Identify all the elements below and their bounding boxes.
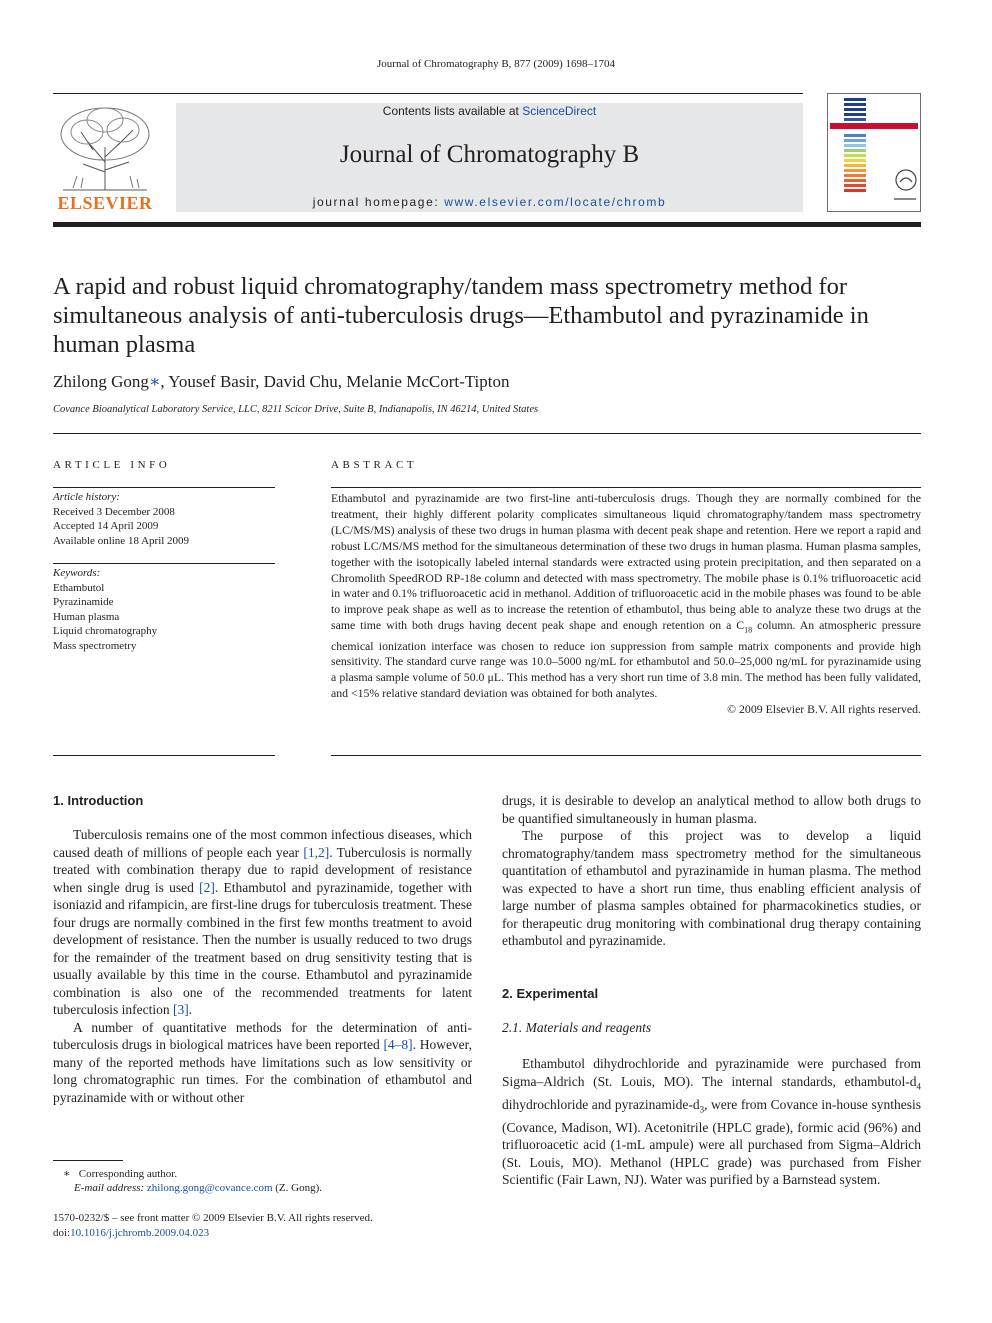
citation-1-2[interactable]: [1,2] — [303, 844, 330, 860]
homepage-line — [176, 195, 803, 209]
keywords-rule — [53, 563, 275, 564]
journal-banner — [176, 103, 803, 212]
footnote-mark: ∗ — [63, 1168, 71, 1180]
homepage-prefix: journal homepage: — [312, 195, 445, 209]
citation-4-8[interactable]: [4–8] — [383, 1037, 413, 1052]
abstract-part-2: column. An atmospheric pressure chemical ionization interface was chosen to reduce ion suppression from sample matrix components and provide high sensitivity. The standard curve range was 10.0–5000 ng/mL for ethambutol and 50.0–25,000 ng/mL for pyrazinamide using a plasma sample volume of 50.0 μL. This method has a very short run time of 3.8 min. The method has been fully validated, and <15% relative standard deviation was obtained for both analytes. — [331, 618, 922, 701]
author-name: Zhilong Gong — [53, 372, 149, 391]
text-run: Tuberculosis remains one of the most common infectious diseases, which caused death of millions of people each year — [53, 827, 472, 860]
materials-paragraph — [502, 1055, 921, 1189]
experimental-heading: 2. Experimental — [502, 986, 599, 1001]
text-run: , were from Covance in-house synthesis (Covance, Madison, WI). Acetonitrile (HPLC grade), formic acid (96%) and trifluoroacetic acid (1-mL ampule) were all purchased from Sigma–Aldrich (St. Louis, MO). Methanol (HPLC grade) was purchased from Fisher Scientific (Fair Lawn, NJ). Water was purified by a Barnstead system. — [502, 1096, 921, 1188]
corresponding-footnote — [63, 1167, 463, 1182]
copyright: © 2009 Elsevier B.V. All rights reserved. — [727, 702, 921, 717]
contents-line — [176, 104, 803, 118]
homepage-link[interactable]: www.elsevier.com/locate/chromb — [444, 195, 667, 209]
text-run: . Tuberculosis is normally treated with combination therapy due to rapid development of resistance when single drug is used — [53, 844, 473, 895]
email-link[interactable]: zhilong.gong@covance.com — [146, 1182, 273, 1194]
subscript-4: 4 — [916, 1081, 921, 1092]
introduction-heading: 1. Introduction — [53, 793, 144, 808]
issn-line: 1570-0232/$ – see front matter © 2009 Elsevier B.V. All rights reserved. — [53, 1212, 373, 1224]
footnote-text: Corresponding author. — [78, 1168, 178, 1180]
text-run: . Ethambutol and pyrazinamide, together with isoniazid and rifampicin, are first-line drugs for tuberculosis treatment. These four drugs are normally combined in the first few months treatment to avoid development of resistance. Then the number is usually reduced to two drugs for the remainder of the treatment based on drug sensitivity testing that is usually available by this time in the course. Ethambutol and pyrazinamide combination is also one of the recommended treatments for latent tuberculosis infection — [53, 879, 473, 1017]
keyword-item: Human plasma — [53, 610, 120, 623]
materials-text — [502, 1055, 921, 1189]
history-accepted: Accepted 14 April 2009 — [53, 520, 159, 532]
doi-link[interactable]: 10.1016/j.jchromb.2009.04.023 — [70, 1227, 210, 1239]
running-head: Journal of Chromatography B, 877 (2009) 1698–1704 — [377, 58, 615, 70]
text-run: dihydrochloride and pyrazinamide-d — [502, 1096, 700, 1112]
abstract-rule — [331, 487, 921, 488]
affiliation: Covance Bioanalytical Laboratory Service, LLC, 8211 Scicor Drive, Suite B, Indianapolis, IN 46214, United States — [53, 404, 539, 415]
article-info-bottom-rule — [53, 755, 275, 756]
keywords-label: Keywords: — [53, 567, 101, 579]
intro-paragraph-3: The purpose of this project was to develop a liquid chromatography/tandem mass spectrometry method for the simultaneous quantitation of ethambutol and pyrazinamide in human plasma. The method was expected to have a short run time, thus enabling efficient analysis of large number of plasma samples obtained for pharmacokinetics studies, or for therapeutic drug monitoring with combinational drug therapy containing ethambutol and pyrazinamide. — [502, 828, 921, 948]
abstract-heading: ABSTRACT — [331, 459, 418, 471]
text-run: . However, many of the reported methods have limitations such as low sensitivity or long chromatographic run times. For the combination of ethambutol and pyrazinamide with or without other — [53, 1037, 473, 1105]
author-list — [53, 372, 923, 392]
materials-subheading: 2.1. Materials and reagents — [502, 1020, 652, 1035]
history-label: Article history: — [53, 491, 120, 503]
doi-prefix: doi: — [53, 1227, 71, 1239]
corresponding-author-mark[interactable]: ∗ — [148, 372, 161, 391]
intro-paragraph-1 — [53, 826, 472, 1019]
header-thick-rule — [53, 222, 921, 227]
keyword-item: Pyrazinamide — [53, 596, 114, 608]
text-run: Ethambutol dihydrochloride and pyrazinamide were purchased from Sigma–Aldrich (St. Louis, MO). The internal standards, ethambutol-d — [502, 1056, 921, 1089]
abstract-bottom-rule — [331, 755, 921, 756]
history-received: Received 3 December 2008 — [53, 505, 175, 518]
sciencedirect-link[interactable]: ScienceDirect — [522, 104, 597, 118]
email-footnote — [74, 1181, 474, 1196]
doi-line — [53, 1226, 473, 1241]
abstract-text — [331, 491, 921, 718]
article-title: A rapid and robust liquid chromatography/tandem mass spectrometry method for simultaneous analysis of anti-tuberculosis drugs—Ethambutol and pyrazinamide in human plasma — [53, 273, 869, 358]
elsevier-wordmark: ELSEVIER — [57, 193, 153, 213]
text-run: A number of quantitative methods for the determination of anti-tuberculosis drugs in biological matrices have been reported — [53, 1019, 472, 1052]
abstract-part-1: Ethambutol and pyrazinamide are two first-line anti-tuberculosis drugs. Though they are normally combined for the treatment, their highly different polarity complicates simultaneous liquid chromatography/tandem mass spectrometry (LC/MS/MS) analysis of these two drugs in human plasma with decent peak shape and retention. Here we report a rapid and robust LC/MS/MS method for the simultaneous determination of these two drugs in human plasma. Human plasma samples, together with the isotopically labeled internal standards were extracted using protein precipitation, and then separated on a Chromolith SpeedROD RP-18e column and detected with mass spectrometry. The mobile phase is 0.1% trifluoroacetic acid in water and 0.1% trifluoroacetic acid in methanol. Addition of trifluoroacetic acid in the mobile phases was found to be able to improve peak shape as well as to increase the retention of ethambutol, thus being able to analyze these two drugs at the same time with both drugs having decent peak shape and enough retention on a C — [331, 491, 921, 633]
journal-title: Journal of Chromatography B — [339, 141, 640, 168]
text-run: . — [188, 1002, 193, 1017]
citation-2[interactable]: [2] — [199, 879, 215, 895]
email-label: E-mail address: — [74, 1182, 147, 1194]
citation-3[interactable]: [3] — [172, 1002, 189, 1017]
author-names-rest: , Yousef Basir, David Chu, Melanie McCort-Tipton — [160, 372, 510, 391]
article-history — [53, 490, 275, 548]
affiliation-rule — [53, 433, 921, 434]
header-top-rule — [53, 93, 803, 94]
footnote-rule — [53, 1160, 123, 1161]
article-info-heading: ARTICLE INFO — [53, 459, 171, 471]
article-info-rule — [53, 487, 275, 488]
right-column — [502, 792, 921, 950]
left-column — [53, 826, 472, 1106]
keyword-item: Ethambutol — [53, 581, 105, 594]
subscript-18: 18 — [744, 625, 753, 635]
intro-paragraph-2-continued: drugs, it is desirable to develop an analytical method to allow both drugs to be quantified simultaneously in human plasma. — [502, 793, 921, 826]
contents-prefix: Contents lists available at — [382, 104, 523, 118]
journal-cover-thumbnail — [827, 93, 921, 212]
keywords-block — [53, 566, 275, 653]
email-suffix: (Z. Gong). — [272, 1182, 323, 1194]
keyword-item: Liquid chromatography — [53, 625, 158, 637]
history-online: Available online 18 April 2009 — [53, 534, 190, 547]
subscript-3: 3 — [699, 1104, 705, 1115]
intro-paragraph-2 — [53, 1019, 472, 1107]
keyword-item: Mass spectrometry — [53, 639, 137, 652]
